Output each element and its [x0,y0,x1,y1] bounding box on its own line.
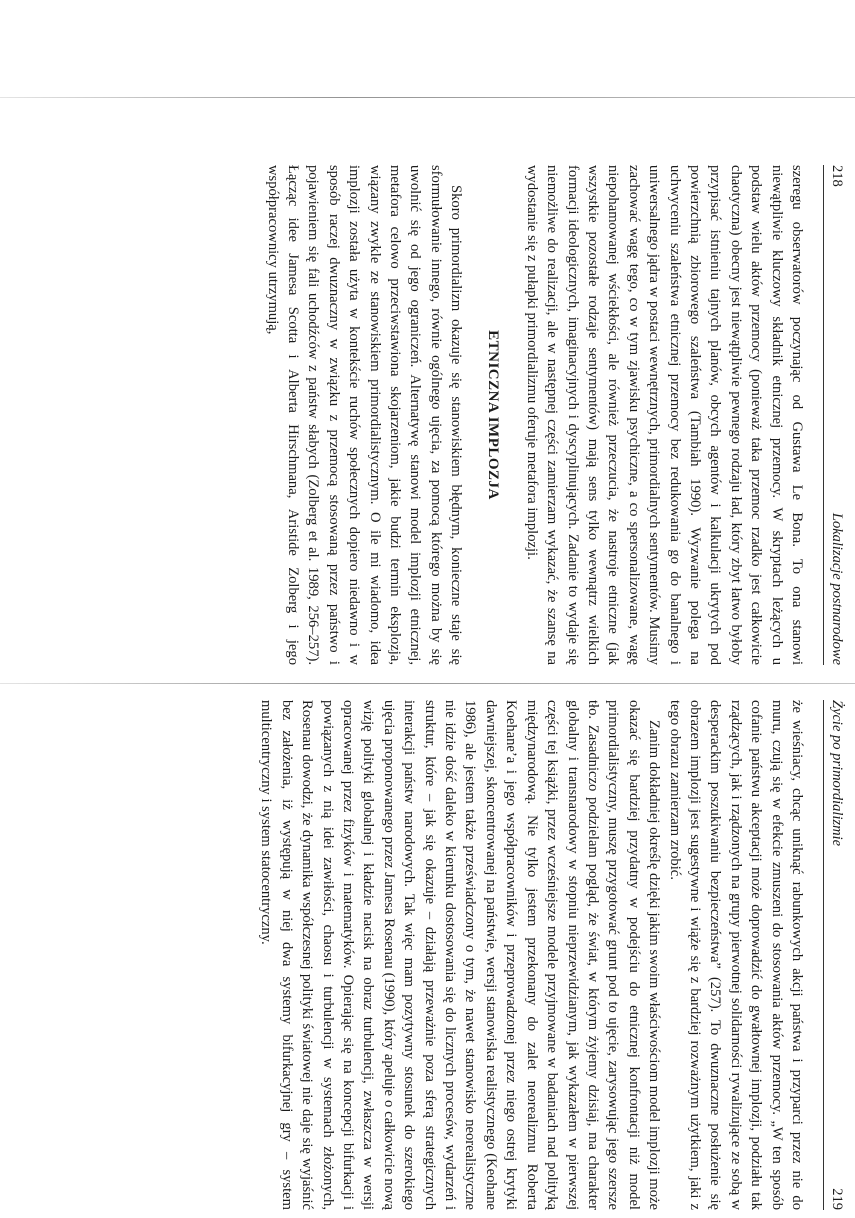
scan-fold-line-top [0,97,855,98]
body-paragraph: szeregu obserwatorów poczynając od Gustawa Le Bona. To ona stanowi niewątpliwie kluczowy składnik etnicznej przemocy. W skryptach leżących u podstaw wielu aktów przemocy (ponieważ taka przemoc rzadko jest całkowicie chaotyczna) obecny jest niewątpliwie pewnego rodzaju ład, który zbyt łatwo byłoby przypisać istnieniu tajnych planów, obcych agentów i kalkulacji ukrytych pod powierzchnią zbiorowego szaleństwa (Tambiah 1990). Wyzwanie polega na uchwyceniu szaleństwa etnicznej przemocy bez redukowania go do banalnego i uniwersalnego jądra w postaci wewnętrznych, primordialnych sentymentów. Musimy zachować wagę tego, co w tym zjawisku psychiczne, a co spersonalizowane, wagę niepohamowanej wściekłości, ale również przeczucia, że nastroje etniczne (jak wszystkie pozostałe rodzaje sentymentów) mają sens tylko wewnątrz wielkich formacji ideologicznych, imaginacyjnych i dyscyplinujących. Zadanie to wydaje się niemożliwe do realizacji, ale w następnej części zamierzam wykazać, że szansę na wydostanie się z pułapki primordializmu oferuje metafora implozji. [523,165,805,665]
body-paragraph: że wieśniacy, chcąc uniknąć rabunkowych akcji państwa i przyparci przez nie do muru, czują się w efekcie zmuszeni do stosowania aktów przemocy. „W ten sposób cofanie państwu akceptacji może doprowadzić do gwałtownej implozji, podziału tak rządzących, jak i rządzonych na grupy pierwotnej solidarności rywalizujące ze sobą w desperackim poszukiwaniu bezpieczeństwa” (257). To dwuznaczne posłużenie się obrazem implozji jest sugestywne i wiąże się z bardziej rozważnym użytkiem, jaki z tego obrazu zamierzam zrobić. [666,700,805,1210]
section-heading: ETNICZNA IMPLOZJA [485,330,502,500]
page-body [262,165,807,665]
page-number: 218 [829,165,845,187]
page-body [256,700,807,1210]
page-header [823,700,845,1210]
body-paragraph: Zanim dokładniej określę dzięki jakim swoim właściwościom model implozji może okazać się bardziej przydatny w podejściu do etnicznej konfrontacji niż model primordialistyczny, muszę przygotować grunt pod to ujęcie, zarysowując jego szersze tło. Zasadniczo podzielam pogląd, że świat, w którym żyjemy dzisiaj, ma charakter globalny i transnarodowy w stopniu nieprzewidzianym, jak wykazałem w pierwszej części tej książki, przez wcześniejsze modele przyjmowane w badaniach nad polityką międzynarodową. Nie tylko jestem przekonany do zalet neorealizmu Roberta Koehane’a i jego współpracowników i przeprowadzonej przez niego ostrej krytyki dawniejszej, skoncentrowanej na państwie, wersji stanowiska realistycznego (Keohane 1986), ale jestem także przeświadczony o tym, że nawet stanowisko neorealistyczne nie idzie dość daleko w kierunku dostosowania się do licznych procesów, wydarzeń i struktur, które – jak się okazuje – działają przeważnie poza sferą strategicznych interakcji państw narodowych. Tak więc mam pozytywny stosunek do szerokiego ujęcia proponowanego przez Jamesa Rosenau (1990), który apeluje o całkowicie nową wizję polityki globalnej i kładzie nacisk na obraz turbulencji, zwłaszcza w wersji opracowanej przez fizyków i matematyków. Opierając się na koncepcji bifurkacji i powiązanych z nią idei zawiłości, chaosu i turbulencji w systemach złożonych, Rosenau dowodzi, że dynamika współczesnej polityki światowej nie daje się wyjaśnić bez założenia, iż występują w niej dwa systemy bifurkacyjnej gry – system multicentryczny i system statocentryczny. [258,700,663,1210]
body-paragraph: Skoro primordializm okazuje się stanowiskiem błędnym, konieczne staje się sformułowanie innego, równie ogólnego ujęcia, za pomocą którego można by się uwolnić się od jego ograniczeń. Alternatywę stanowi model implozji etnicznej, metafora celowo przeciwstawiona skojarzeniom, jakie budzi termin eksplozja, wiązany zwykle ze stanowiskiem primordialistycznym. O ile mi wiadomo, idea implozji została użyta w kontekście ruchów społecznych dopiero niedawno i w sposób raczej dwuznaczny w związku z przemocą stosowaną przez państwo i pojawieniem się fali uchodźców z państw słabych (Zolberg et al. 1989, 256–257). Łącząc idee Jamesa Scotta i Alberta Hirschmana, Aristide Zolberg i jego współpracownicy utrzymują, [264,165,465,665]
page-header [823,165,845,665]
running-header: Życie po primordializmie [829,700,845,847]
page-number: 219 [829,1188,845,1210]
right-page [5,700,845,1210]
running-header: Lokalizacje postnarodowe [829,512,845,665]
scan-fold-line-middle [0,683,855,684]
left-page [5,165,845,665]
